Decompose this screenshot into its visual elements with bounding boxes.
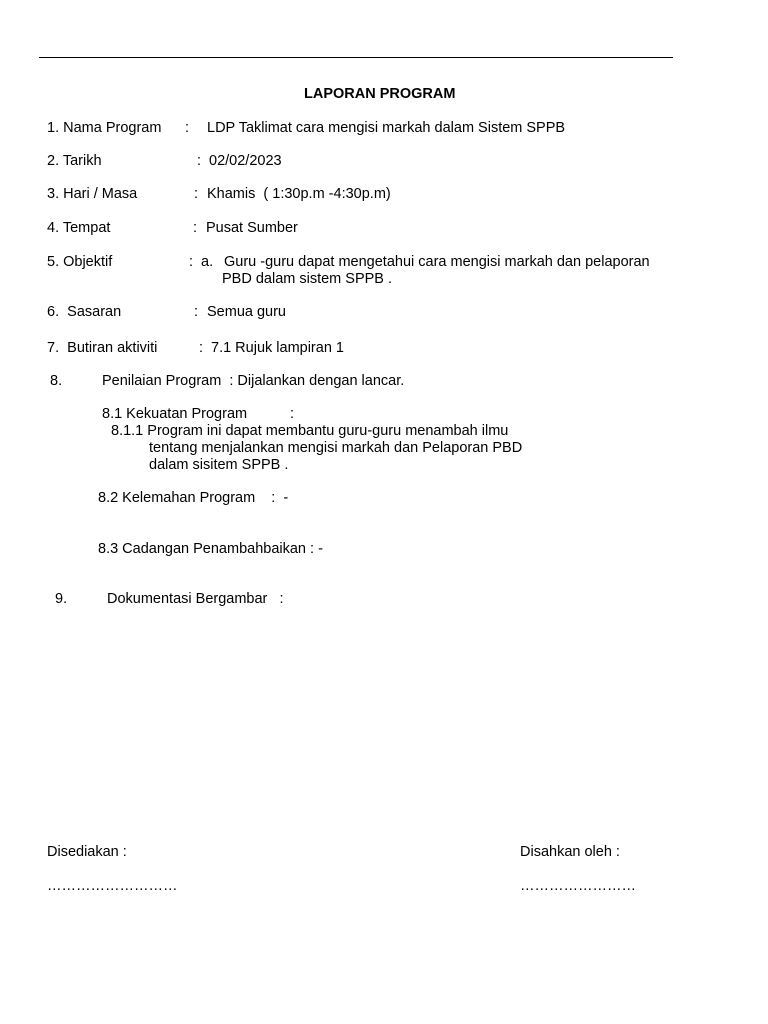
butiran-separator: : bbox=[199, 340, 204, 356]
objektif-marker: a. bbox=[201, 254, 214, 270]
hari-masa-value: Khamis ( 1:30p.m -4:30p.m) bbox=[207, 186, 391, 202]
header-rule bbox=[39, 57, 673, 58]
objektif-line2: PBD dalam sistem SPPB . bbox=[222, 271, 393, 287]
kekuatan-separator: : bbox=[290, 406, 295, 422]
kekuatan-line2: tentang menjalankan mengisi markah dan Pelaporan PBD bbox=[149, 440, 523, 456]
cadangan-line: 8.3 Cadangan Penambahbaikan : - bbox=[98, 541, 323, 557]
tarikh-separator: : bbox=[197, 153, 202, 169]
dokumentasi-label: Dokumentasi Bergambar : bbox=[107, 591, 284, 607]
penilaian-label: Penilaian Program : Dijalankan dengan lancar. bbox=[102, 373, 405, 389]
kekuatan-line3: dalam sisitem SPPB . bbox=[149, 457, 289, 473]
tarikh-value: 02/02/2023 bbox=[209, 153, 282, 169]
tarikh-label: 2. Tarikh bbox=[47, 153, 102, 169]
sasaran-label: 6. Sasaran bbox=[47, 304, 122, 320]
objektif-separator: : bbox=[189, 254, 194, 270]
kekuatan-label: 8.1 Kekuatan Program bbox=[102, 406, 248, 422]
penilaian-number: 8. bbox=[50, 373, 63, 389]
report-title: LAPORAN PROGRAM bbox=[304, 86, 456, 102]
sasaran-separator: : bbox=[194, 304, 199, 320]
butiran-label: 7. Butiran aktiviti bbox=[47, 340, 158, 356]
prepared-by-signature-line: ……………………… bbox=[47, 878, 178, 894]
approved-by-signature-line: …………………… bbox=[520, 878, 636, 894]
prepared-by-label: Disediakan : bbox=[47, 844, 127, 860]
approved-by-label: Disahkan oleh : bbox=[520, 844, 620, 860]
hari-masa-separator: : bbox=[194, 186, 199, 202]
tempat-value: Pusat Sumber bbox=[206, 220, 298, 236]
objektif-label: 5. Objektif bbox=[47, 254, 113, 270]
dokumentasi-number: 9. bbox=[55, 591, 68, 607]
kelemahan-line: 8.2 Kelemahan Program : - bbox=[98, 490, 289, 506]
tempat-separator: : bbox=[193, 220, 198, 236]
nama-program-label: 1. Nama Program bbox=[47, 120, 162, 136]
tempat-label: 4. Tempat bbox=[47, 220, 111, 236]
nama-program-value: LDP Taklimat cara mengisi markah dalam Sistem SPPB bbox=[207, 120, 566, 136]
butiran-value: 7.1 Rujuk lampiran 1 bbox=[211, 340, 344, 356]
objektif-line1: Guru -guru dapat mengetahui cara mengisi markah dan pelaporan bbox=[224, 254, 650, 270]
kekuatan-line1: 8.1.1 Program ini dapat membantu guru-guru menambah ilmu bbox=[111, 423, 509, 439]
sasaran-value: Semua guru bbox=[207, 304, 286, 320]
nama-program-separator: : bbox=[185, 120, 190, 136]
hari-masa-label: 3. Hari / Masa bbox=[47, 186, 138, 202]
